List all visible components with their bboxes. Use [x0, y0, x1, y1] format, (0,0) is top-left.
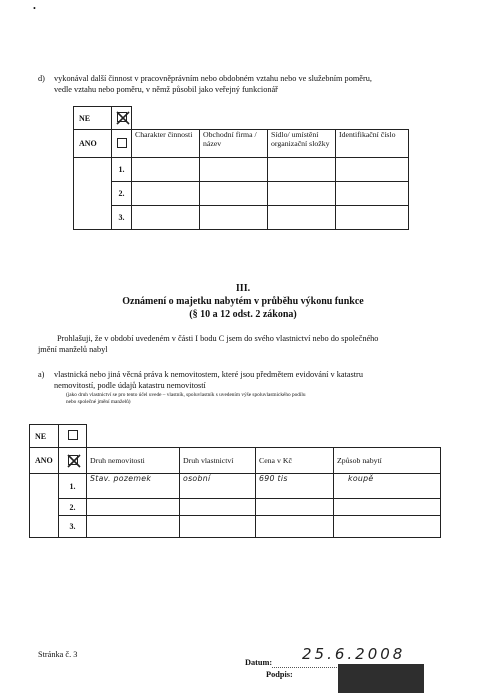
section-numeral: III. — [235, 283, 251, 294]
table-cell[interactable] — [180, 516, 256, 538]
table-cell[interactable] — [132, 158, 200, 182]
blank-cell — [74, 206, 112, 230]
table-cell[interactable] — [200, 206, 268, 230]
declaration-line1: Prohlašuji, že v období uvedeném v části I bodu C jsem do svého vlastnictví nebo do společného — [57, 334, 379, 343]
ne-checkbox-cell[interactable] — [59, 425, 87, 448]
col-header-identifikacni-cislo: Identifikační číslo — [336, 130, 409, 158]
ano-label: ANO — [30, 448, 59, 474]
date-label: Datum: — [245, 658, 273, 667]
handwritten-zpusob-nabyti[interactable]: koupě — [334, 474, 441, 499]
empty-area — [132, 107, 409, 130]
table-cell[interactable] — [268, 182, 336, 206]
ne-checkbox-cell[interactable] — [112, 107, 132, 130]
col-header-obchodni-firma: Obchodní firma / název — [200, 130, 268, 158]
col-header-charakter: Charakter činnosti — [132, 130, 200, 158]
col-header-zpusob-nabyti: Způsob nabytí — [334, 448, 441, 474]
ano-checkbox-cell[interactable] — [112, 130, 132, 158]
section-d-line1: vykonával další činnost v pracovněprávním nebo obdobném vztahu nebo ve služebním poměru, — [54, 74, 372, 83]
ano-checkbox-checked[interactable] — [68, 455, 78, 465]
table-cell[interactable] — [268, 158, 336, 182]
handwritten-druh-nemovitosti[interactable]: Stav. pozemek — [87, 474, 180, 499]
table-cell[interactable] — [87, 499, 180, 516]
row-number: 2. — [112, 182, 132, 206]
handwritten-date[interactable]: 25.6.2008 — [302, 645, 406, 663]
table-cell[interactable] — [180, 499, 256, 516]
declaration-line2: jmění manželů nabyl — [38, 345, 108, 354]
table-cell[interactable] — [256, 499, 334, 516]
col-header-sidlo: Sídlo/ umístění organizační složky — [268, 130, 336, 158]
checkmark-x-icon — [115, 110, 131, 126]
row-number: 2. — [59, 499, 87, 516]
blank-cell — [30, 516, 59, 538]
col-header-druh-vlastnictvi: Druh vlastnictví — [180, 448, 256, 474]
blank-cell — [74, 158, 112, 182]
ne-label: NE — [74, 107, 112, 130]
blank-cell — [74, 182, 112, 206]
signature-label: Podpis: — [266, 670, 293, 679]
section-d-table — [73, 106, 409, 230]
section-a-note1: (jako druh vlastnictví se pro tento účel uvede – vlastník, spoluvlastník s uvedením výše spoluvlastnického podílu — [66, 392, 306, 398]
blank-cell — [30, 499, 59, 516]
col-header-cena: Cena v Kč — [256, 448, 334, 474]
table-cell[interactable] — [132, 182, 200, 206]
section-a-line1: vlastnická nebo jiná věcná práva k nemovitostem, které jsou předmětem evidování v katastru — [54, 370, 363, 379]
table-cell[interactable] — [334, 499, 441, 516]
table-cell[interactable] — [200, 182, 268, 206]
section-a-line2: nemovitostí, podle údajů katastru nemovitostí — [54, 381, 206, 390]
table-cell[interactable] — [268, 206, 336, 230]
handwritten-druh-vlastnictvi[interactable]: osobní — [180, 474, 256, 499]
row-number: 1. — [112, 158, 132, 182]
ano-checkbox-cell[interactable] — [59, 448, 87, 474]
table-cell[interactable] — [334, 516, 441, 538]
ne-checkbox[interactable] — [68, 430, 78, 440]
row-number: 3. — [112, 206, 132, 230]
table-cell[interactable] — [87, 516, 180, 538]
table-cell[interactable] — [336, 158, 409, 182]
handwritten-cena[interactable]: 690 tis — [256, 474, 334, 499]
section-a-table — [29, 424, 441, 538]
table-cell[interactable] — [200, 158, 268, 182]
checkmark-x-icon — [66, 453, 82, 469]
ne-label: NE — [30, 425, 59, 448]
section-subtitle: (§ 10 a 12 odst. 2 zákona) — [189, 309, 297, 320]
row-number: 1. — [59, 474, 87, 499]
blank-cell — [30, 474, 59, 499]
table-cell[interactable] — [336, 206, 409, 230]
table-cell[interactable] — [336, 182, 409, 206]
section-a-letter: a) — [38, 370, 45, 379]
col-header-druh-nemovitosti: Druh nemovitosti — [87, 448, 180, 474]
ne-checkbox-checked[interactable] — [117, 112, 127, 122]
table-cell[interactable] — [256, 516, 334, 538]
section-title: Oznámení o majetku nabytém v průběhu výkonu funkce — [122, 296, 364, 307]
section-d-line2: vedle vztahu nebo poměru, v němž působil jako veřejný funkcionář — [54, 85, 278, 94]
ano-label: ANO — [74, 130, 112, 158]
page-number: Stránka č. 3 — [38, 650, 78, 659]
redacted-signature — [338, 664, 424, 693]
section-d-letter: d) — [38, 74, 45, 83]
top-mark: • — [33, 4, 36, 13]
row-number: 3. — [59, 516, 87, 538]
table-cell[interactable] — [132, 206, 200, 230]
ano-checkbox[interactable] — [117, 138, 127, 148]
section-a-note2: nebo společné jmění manželů) — [66, 399, 131, 405]
empty-area — [87, 425, 441, 448]
